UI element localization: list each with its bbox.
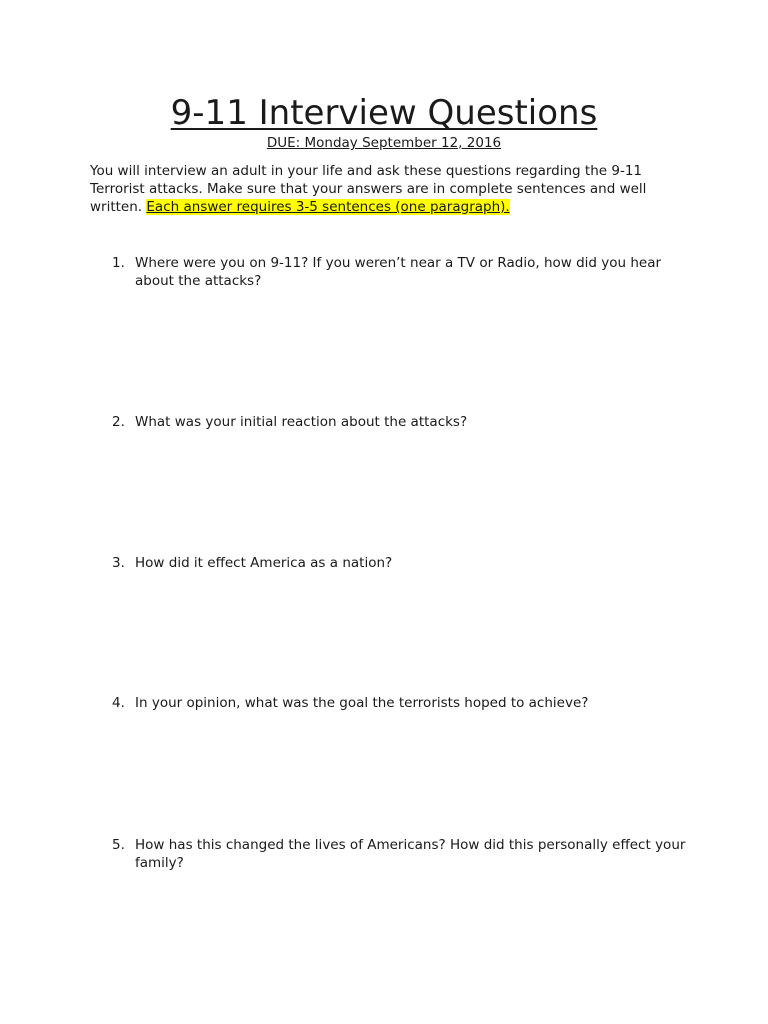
question-item-1	[112, 254, 692, 290]
page-title: 9-11 Interview Questions	[170, 93, 598, 133]
question-number: 4.	[112, 695, 125, 711]
question-number: 2.	[112, 414, 125, 430]
instructions-paragraph	[90, 162, 680, 216]
question-item-2	[112, 413, 692, 431]
instructions-highlight: Each answer requires 3-5 sentences (one paragraph).	[146, 199, 510, 215]
question-number: 5.	[112, 837, 125, 853]
instructions-text: You will interview an adult in your life and ask these questions regarding the 9-11 Terrorist attacks. Make sure that your answers are in complete sentences and well written.	[90, 163, 647, 215]
question-text: Where were you on 9-11? If you weren’t near a TV or Radio, how did you hear about the attacks?	[135, 255, 662, 289]
question-text: In your opinion, what was the goal the terrorists hoped to achieve?	[135, 695, 589, 711]
due-date: DUE: Monday September 12, 2016	[266, 135, 502, 151]
question-number: 3.	[112, 555, 125, 571]
question-number: 1.	[112, 255, 125, 271]
question-item-3	[112, 554, 692, 572]
question-text: How has this changed the lives of Americans? How did this personally effect your family?	[135, 837, 686, 871]
question-item-4	[112, 694, 692, 712]
question-item-5	[112, 836, 692, 872]
question-text: How did it effect America as a nation?	[135, 555, 393, 571]
question-text: What was your initial reaction about the attacks?	[135, 414, 468, 430]
